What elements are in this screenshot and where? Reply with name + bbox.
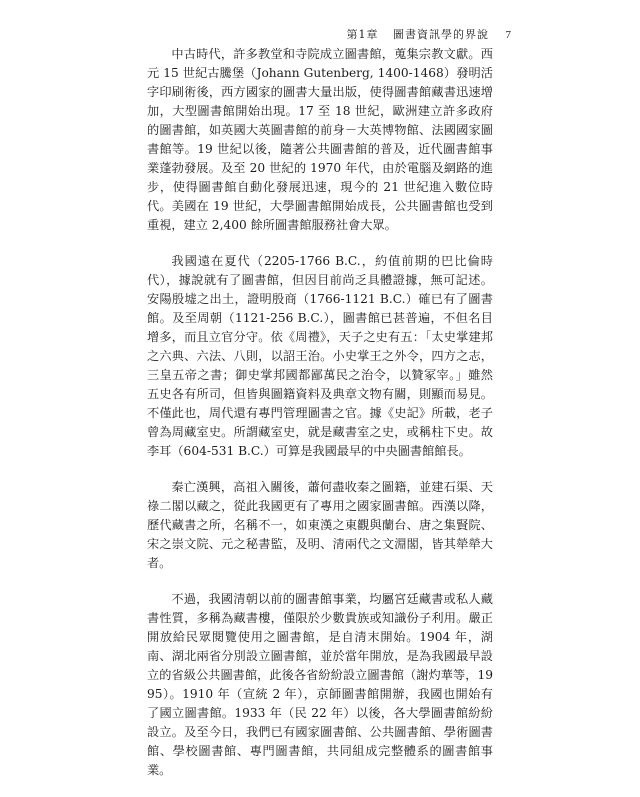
- page-number: 7: [505, 29, 512, 41]
- paragraph: 中古時代，許多教堂和寺院成立圖書館，蒐集宗教文獻。西元 15 世紀古騰堡（Johann Gutenberg, 1400-1468）發明活字印刷術後，西方國家的圖書大量出版，使得圖書館藏書迅速增加，大型圖書館開始出現。17 至 18 世紀，歐洲建立許多政府的圖書館，如英國大英圖書館的前身－大英博物館、法國國家圖書館等。19 世紀以後，隨著公共圖書館的普及，近代圖書館事業蓬勃發展。及至 20 世紀的 1970 年代，由於電腦及網路的進步，使得圖書館自動化發展迅速，現今的 21 世紀進入數位時代。美國在 19 世紀，大學圖書館開始成長，公共圖書館也受到重視，建立 2,400 餘所圖書館服務社會大眾。: [147, 47, 493, 232]
- paragraph: 秦亡漢興，高祖入關後，蕭何盡收秦之圖籍，並建石渠、天祿二閣以藏之，從此我國更有了專用之國家圖書館。西漢以降，歷代藏書之所，名稱不一，如東漢之東觀與蘭台、唐之集賢院、宋之崇文院、元之秘書監，及明、清兩代之文淵閣，皆其犖犖大者。: [147, 480, 493, 570]
- chapter-title: 圖書資訊學的界說: [393, 28, 489, 41]
- body-text: [147, 45, 493, 797]
- paragraph: 不過，我國清朝以前的圖書館事業，均屬宮廷藏書或私人藏書性質，多稱為藏書樓，僅限於少數貴族或知識份子利用。嚴正開放給民眾閱覽使用之圖書館，是自清末開始。1904 年，湖南、湖北兩省分別設立圖書館，並於當年開放，是為我國最早設立的省級公共圖書館，此後各省紛紛設立圖書館（謝灼華等，1995）。1910 年（宣統 2 年），京師圖書館開辦，我國也開始有了國立圖書館。1933 年（民 22 年）以後，各大學圖書館紛紛設立。及至今日，我們已有國家圖書館、公共圖書館、學術圖書館、學校圖書館、專門圖書館，共同組成完整體系的圖書館事業。: [147, 592, 493, 777]
- paragraph: 我國遠在夏代（2205-1766 B.C.，約值前期的巴比倫時代），據說就有了圖書館，但因目前尚乏具體證據，無可記述。安陽殷墟之出土，證明殷商（1766-1121 B.C.）確已有了圖書館。及至周朝（1121-256 B.C.），圖書館已甚普遍，不但名目增多，而且立官分守。依《周禮》，天子之史有五：「太史掌建邦之六典、六法、八則，以詔王治。小史掌王之外令，四方之志，三皇五帝之書；御史掌邦國都鄙萬民之治令，以贊冢宰。」雖然五史各有所司，但皆與圖籍資料及典章文物有關，則顯而易見。不僅此也，周代還有專門管理圖書之官。據《史記》所載，老子曾為周藏室史。所謂藏室史，就是藏書室之史，或稱柱下史。故李耳（604-531 B.C.）可算是我國最早的中央圖書館館長。: [147, 254, 493, 458]
- chapter-label: 第1章: [346, 28, 379, 41]
- running-header: [347, 26, 513, 42]
